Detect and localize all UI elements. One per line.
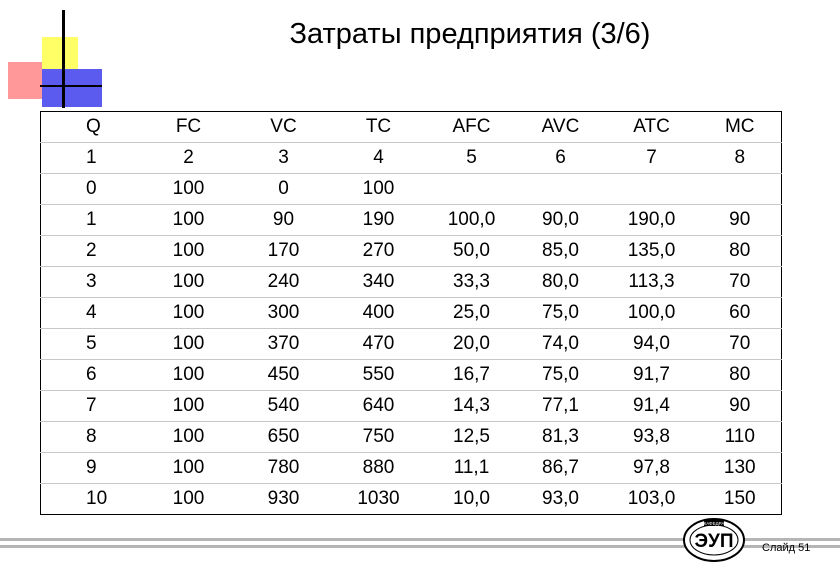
table-cell: 80 — [699, 360, 782, 391]
table-cell: 20,0 — [427, 329, 517, 360]
table-cell: 100 — [141, 484, 237, 515]
table-cell: 110 — [699, 422, 782, 453]
table-cell: 370 — [237, 329, 331, 360]
table-cell: 75,0 — [517, 298, 605, 329]
table-cell: 85,0 — [517, 236, 605, 267]
table-cell: 12,5 — [427, 422, 517, 453]
table-cell: 90,0 — [517, 205, 605, 236]
decor-yellow-square — [42, 37, 78, 73]
table-cell: 75,0 — [517, 360, 605, 391]
table-row — [41, 267, 782, 298]
table-cell: 550 — [331, 360, 427, 391]
table-cell: 113,3 — [605, 267, 699, 298]
table-row — [41, 174, 782, 205]
table-cell: 103,0 — [605, 484, 699, 515]
table-cell: 470 — [331, 329, 427, 360]
table-cell: 190,0 — [605, 205, 699, 236]
table-row — [41, 298, 782, 329]
table-cell: 14,3 — [427, 391, 517, 422]
table-cell: 9 — [41, 453, 141, 484]
table-cell: 150 — [699, 484, 782, 515]
table-cell: 33,3 — [427, 267, 517, 298]
cost-table — [40, 111, 782, 515]
table-cell: 450 — [237, 360, 331, 391]
table-cell: 6 — [517, 143, 605, 174]
table-cell: 81,3 — [517, 422, 605, 453]
table-cell: 400 — [331, 298, 427, 329]
decor-horizontal-line — [40, 85, 102, 87]
table-cell: 70 — [699, 329, 782, 360]
table-cell: 77,1 — [517, 391, 605, 422]
table-cell: 130 — [699, 453, 782, 484]
decor-red-square — [8, 62, 42, 99]
table-row — [41, 329, 782, 360]
table-row — [41, 360, 782, 391]
table-cell: 80 — [699, 236, 782, 267]
table-cell: 100,0 — [427, 205, 517, 236]
table-cell: 86,7 — [517, 453, 605, 484]
department-logo — [682, 517, 746, 563]
table-row — [41, 205, 782, 236]
table-cell: 100 — [141, 205, 237, 236]
table-cell: 100 — [141, 422, 237, 453]
table-cell: 97,8 — [605, 453, 699, 484]
table-cell: 50,0 — [427, 236, 517, 267]
column-header: VC — [270, 116, 297, 137]
table-cell: 540 — [237, 391, 331, 422]
table-cell: 94,0 — [605, 329, 699, 360]
table-cell: 0 — [237, 174, 331, 205]
table-cell: 100 — [141, 236, 237, 267]
column-header: Q — [86, 116, 101, 137]
table-cell: 190 — [331, 205, 427, 236]
table-cell: 780 — [237, 453, 331, 484]
table-row — [41, 484, 782, 515]
table-header-row — [41, 112, 782, 143]
table-cell: 90 — [699, 205, 782, 236]
table-cell: 7 — [41, 391, 141, 422]
table-cell: 7 — [605, 143, 699, 174]
table-cell: 100 — [141, 267, 237, 298]
table-row — [41, 391, 782, 422]
table-cell: 880 — [331, 453, 427, 484]
column-header: FC — [175, 116, 202, 137]
table-cell: 100 — [141, 329, 237, 360]
table-cell: 100 — [141, 174, 237, 205]
table-cell: 300 — [237, 298, 331, 329]
table-cell: 1 — [41, 143, 141, 174]
table-row — [41, 422, 782, 453]
table-cell: 240 — [237, 267, 331, 298]
table-cell: 1 — [41, 205, 141, 236]
table-cell: 91,7 — [605, 360, 699, 391]
table-cell — [427, 174, 517, 205]
table-cell: 135,0 — [605, 236, 699, 267]
table-cell: 750 — [331, 422, 427, 453]
table-cell: 5 — [41, 329, 141, 360]
column-header: ATC — [633, 116, 670, 137]
table-cell: 650 — [237, 422, 331, 453]
table-cell: 60 — [699, 298, 782, 329]
slide-title: Затраты предприятия (3/6) — [289, 18, 651, 50]
table-cell: 70 — [699, 267, 782, 298]
table-cell: 100 — [331, 174, 427, 205]
table-cell: 16,7 — [427, 360, 517, 391]
slide-number: Слайд 51 — [762, 542, 811, 554]
table-cell: 6 — [41, 360, 141, 391]
table-cell: 74,0 — [517, 329, 605, 360]
decor-vertical-line — [62, 10, 65, 108]
table-row — [41, 236, 782, 267]
table-cell: 8 — [699, 143, 782, 174]
table-cell: 8 — [41, 422, 141, 453]
table-cell: 80,0 — [517, 267, 605, 298]
table-cell: 10 — [41, 484, 141, 515]
table-cell: 100 — [141, 391, 237, 422]
table-index-row — [41, 143, 782, 174]
table-cell: 1030 — [331, 484, 427, 515]
logo-main-text: ЭУП — [694, 531, 734, 552]
table-cell: 930 — [237, 484, 331, 515]
table-cell: 170 — [237, 236, 331, 267]
table-cell: 100 — [141, 298, 237, 329]
table-cell: 640 — [331, 391, 427, 422]
table-cell: 100,0 — [605, 298, 699, 329]
table-cell: 4 — [331, 143, 427, 174]
table-cell: 91,4 — [605, 391, 699, 422]
column-header: AVC — [541, 116, 580, 137]
table-cell: 3 — [237, 143, 331, 174]
table-cell: 100 — [141, 360, 237, 391]
table-row — [41, 453, 782, 484]
logo-top-text: КАФЕДРА — [703, 521, 725, 526]
table-cell — [699, 174, 782, 205]
table-cell: 90 — [699, 391, 782, 422]
table-cell: 2 — [41, 236, 141, 267]
table-cell: 0 — [41, 174, 141, 205]
column-header: TC — [365, 116, 392, 137]
table-cell — [605, 174, 699, 205]
table-cell: 90 — [237, 205, 331, 236]
table-cell: 4 — [41, 298, 141, 329]
table-cell: 2 — [141, 143, 237, 174]
table-cell: 5 — [427, 143, 517, 174]
table-cell: 11,1 — [427, 453, 517, 484]
table-cell: 270 — [331, 236, 427, 267]
column-header: MC — [724, 116, 755, 137]
table-cell: 93,0 — [517, 484, 605, 515]
table-cell: 100 — [141, 453, 237, 484]
decor-blue-square — [42, 69, 102, 107]
table-cell: 3 — [41, 267, 141, 298]
table-cell: 93,8 — [605, 422, 699, 453]
column-header: AFC — [452, 116, 491, 137]
table-cell: 25,0 — [427, 298, 517, 329]
table-cell — [517, 174, 605, 205]
table-cell: 10,0 — [427, 484, 517, 515]
table-cell: 340 — [331, 267, 427, 298]
